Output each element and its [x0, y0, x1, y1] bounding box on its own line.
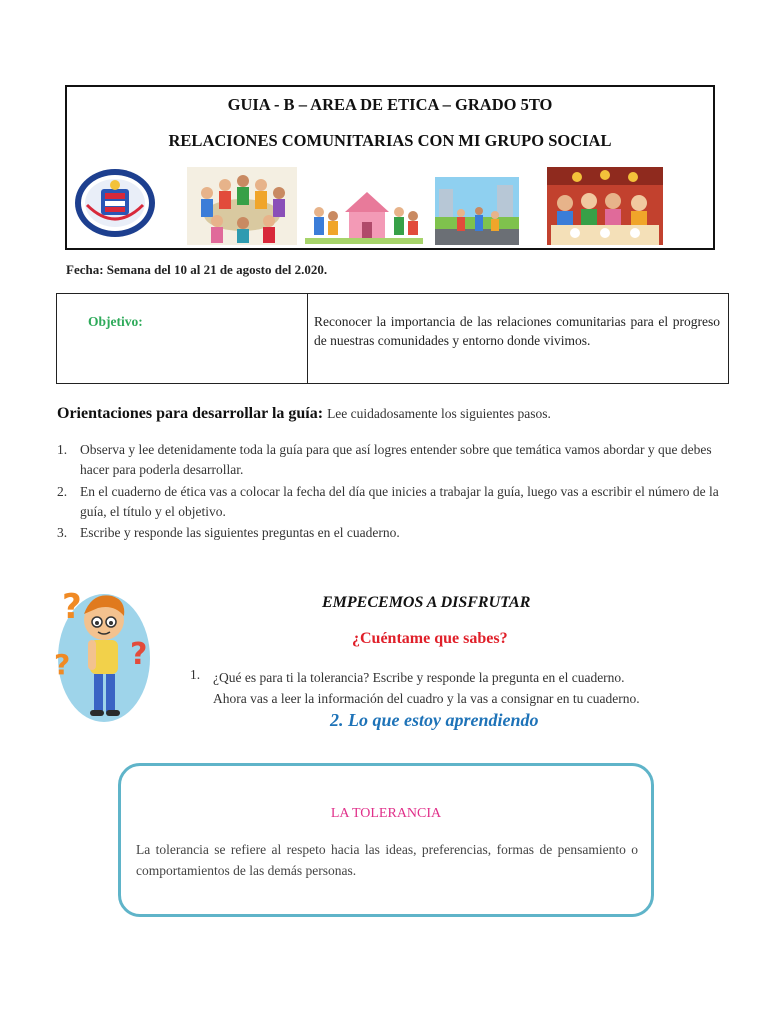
svg-text:?: ?	[62, 587, 82, 627]
header-box	[65, 85, 715, 250]
objective-text: Reconocer la importancia de las relaciones comunitarias para el progreso de nuestras comunidades y entorno donde vivimos.	[314, 314, 720, 348]
guide-title: GUIA - B – AREA DE ETICA – GRADO 5TO	[227, 95, 553, 114]
question-line: Ahora vas a leer la información del cuadro y la vas a consignar en tu cuaderno.	[213, 691, 640, 706]
objective-table	[56, 293, 729, 384]
list-text: Observa y lee detenidamente toda la guía para que así logres entender sobre que temática vamos abordar y que debes hacer para poderla desarrollar.	[80, 442, 712, 477]
tolerancia-title: LA TOLERANCIA	[330, 806, 442, 821]
orientaciones-instruction: Lee cuidadosamente los siguientes pasos.	[327, 406, 551, 421]
question-heading: ¿Cuéntame que sabes?	[352, 630, 508, 647]
guide-subtitle: RELACIONES COMUNITARIAS CON MI GRUPO SOCIAL	[168, 131, 612, 150]
family-dinner-image	[547, 167, 663, 245]
question-number: 1.	[190, 667, 201, 682]
list-text: Escribe y responde las siguientes preguntas en el cuaderno.	[80, 525, 400, 540]
tolerancia-box	[118, 763, 654, 917]
svg-text:?: ?	[54, 648, 71, 681]
list-text: En el cuaderno de ética vas a colocar la fecha del día que inicies a trabajar la guía, luego vas a escribir el número de la guía, el título y el objetivo.	[80, 484, 719, 519]
svg-text:?: ?	[130, 637, 148, 672]
tolerancia-text: La tolerancia se refiere al respeto hacia las ideas, preferencias, formas de pensamiento o comportamientos de las demás personas.	[136, 842, 638, 878]
list-number: 2.	[57, 484, 68, 499]
school-seal-logo	[73, 167, 157, 239]
list-number: 1.	[57, 442, 68, 457]
question-text	[213, 667, 640, 709]
thinking-boy-illustration	[52, 578, 162, 728]
community-circle-image	[187, 167, 297, 245]
question-line: ¿Qué es para ti la tolerancia? Escribe y responde la pregunta en el cuaderno.	[213, 670, 625, 685]
table-divider	[307, 294, 308, 383]
park-community-image	[435, 177, 519, 245]
list-number: 3.	[57, 525, 68, 540]
orientaciones-title: Orientaciones para desarrollar la guía:	[57, 405, 324, 422]
family-house-image	[305, 182, 423, 244]
objective-label: Objetivo:	[88, 314, 143, 329]
date-line: Fecha: Semana del 10 al 21 de agosto del 2.020.	[66, 262, 328, 277]
orientaciones-heading	[57, 405, 551, 423]
learning-heading: 2. Lo que estoy aprendiendo	[330, 710, 539, 730]
section-heading: EMPECEMOS A DISFRUTAR	[322, 594, 531, 611]
